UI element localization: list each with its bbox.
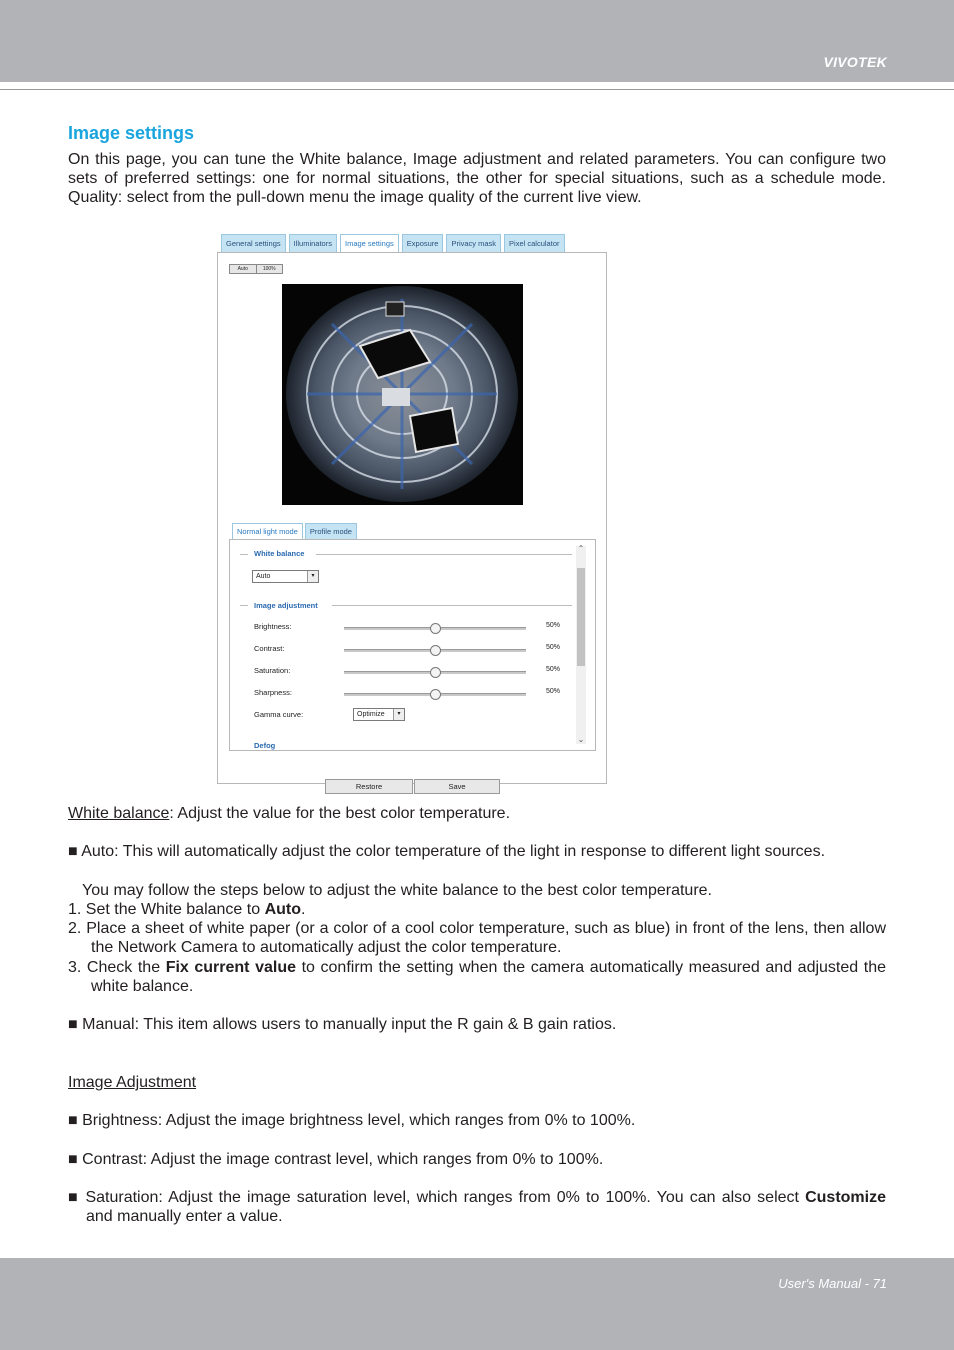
brightness-label: Brightness: <box>254 622 292 631</box>
saturation-value: 50% <box>546 666 561 673</box>
footer-bar <box>0 1258 954 1350</box>
saturation-bullet <box>68 1188 886 1226</box>
image-adjustment-heading: Image Adjustment <box>68 1074 197 1091</box>
manual-bullet: ■ Manual: This item allows users to manually input the R gain & B gain ratios. <box>68 1016 617 1033</box>
follow-steps-line: You may follow the steps below to adjust the white balance to the best color temperature. <box>82 882 712 899</box>
live-view-image <box>282 284 523 505</box>
contrast-slider[interactable] <box>344 649 526 652</box>
step-3-bold: Fix current value <box>165 959 297 976</box>
contrast-bullet: ■ Contrast: Adjust the image contrast level, which ranges from 0% to 100%. <box>68 1151 604 1168</box>
scroll-down-icon[interactable]: ⌄ <box>577 735 585 744</box>
mode-tabs <box>232 523 357 540</box>
contrast-value: 50% <box>546 644 561 651</box>
tab-image-settings[interactable]: Image settings <box>340 234 399 253</box>
chevron-down-icon: ▾ <box>393 709 404 720</box>
saturation-slider-knob[interactable] <box>430 667 441 678</box>
section-title: Image settings <box>68 123 195 143</box>
auto-bullet: ■ Auto: This will automatically adjust the color temperature of the light in response to different light sources. <box>68 843 826 860</box>
gamma-curve-value: Optimize <box>357 711 385 718</box>
settings-screenshot <box>217 234 607 791</box>
tab-exposure[interactable]: Exposure <box>402 234 444 253</box>
restore-button[interactable]: Restore <box>325 779 413 794</box>
sharpness-slider-knob[interactable] <box>430 689 441 700</box>
white-balance-legend: White balance <box>254 549 305 558</box>
step-1 <box>68 900 886 919</box>
contrast-slider-knob[interactable] <box>430 645 441 656</box>
header-bar <box>0 0 954 82</box>
white-balance-heading-rest: : Adjust the value for the best color temperature. <box>169 805 511 822</box>
brightness-value: 50% <box>546 622 561 629</box>
step-1-bold: Auto <box>264 901 301 918</box>
sharpness-slider[interactable] <box>344 693 526 696</box>
white-balance-value: Auto <box>256 573 271 580</box>
settings-panel <box>229 539 596 751</box>
saturation-slider[interactable] <box>344 671 526 674</box>
save-button[interactable]: Save <box>414 779 500 794</box>
header-divider <box>0 89 954 90</box>
image-adjustment-legend: Image adjustment <box>254 601 318 610</box>
white-balance-heading: White balance <box>68 805 170 822</box>
view-auto-option[interactable]: Auto <box>230 265 257 273</box>
panel-scrollbar[interactable] <box>576 546 586 744</box>
step-2: 2. Place a sheet of white paper (or a color of a cool color temperature, such as blue) in front of the lens, then allow the Network Camera to automatically adjust the color temperature. <box>68 920 886 956</box>
settings-tabs <box>221 234 565 252</box>
scroll-up-icon[interactable]: ⌃ <box>577 544 585 553</box>
brightness-bullet: ■ Brightness: Adjust the image brightness level, which ranges from 0% to 100%. <box>68 1112 636 1129</box>
brand-label: VIVOTEK <box>823 54 887 70</box>
tab-general-settings[interactable]: General settings <box>221 234 286 253</box>
step-3-end: to confirm the setting when the camera automatically measured and adjusted the white balance. <box>91 959 886 995</box>
saturation-end: and manually enter a value. <box>86 1208 283 1225</box>
legend-line <box>332 605 572 606</box>
page-number: User's Manual - 71 <box>778 1276 887 1291</box>
defog-legend: Defog <box>254 741 276 750</box>
step-3 <box>68 958 886 996</box>
white-balance-select[interactable] <box>252 570 319 583</box>
step-1-end: . <box>301 901 306 918</box>
legend-line <box>240 605 248 606</box>
tab-illuminators[interactable]: Illuminators <box>289 234 337 253</box>
saturation-label: Saturation: <box>254 666 291 675</box>
white-balance-intro <box>68 804 886 823</box>
legend-line <box>316 554 572 555</box>
tab-profile-mode[interactable]: Profile mode <box>305 523 357 540</box>
sharpness-label: Sharpness: <box>254 688 292 697</box>
step-1-text: 1. Set the White balance to <box>68 901 265 918</box>
scrollbar-thumb[interactable] <box>577 568 585 666</box>
brightness-slider[interactable] <box>344 627 526 630</box>
tab-privacy-mask[interactable]: Privacy mask <box>446 234 501 253</box>
saturation-text: ■ Saturation: Adjust the image saturation level, which ranges from 0% to 100%. You can also select <box>68 1189 806 1206</box>
saturation-bold: Customize <box>805 1189 886 1206</box>
intro-paragraph: On this page, you can tune the White balance, Image adjustment and related parameters. You can configure two sets of preferred settings: one for normal situations, the other for special situations, such as a schedule mode. Quality: select from the pull-down menu the image quality of the current live view. <box>68 151 886 206</box>
tab-pixel-calculator[interactable]: Pixel calculator <box>504 234 564 253</box>
sharpness-value: 50% <box>546 688 561 695</box>
step-3-text: 3. Check the <box>68 959 166 976</box>
contrast-label: Contrast: <box>254 644 285 653</box>
tab-normal-light-mode[interactable]: Normal light mode <box>232 523 303 540</box>
brightness-slider-knob[interactable] <box>430 623 441 634</box>
gamma-curve-label: Gamma curve: <box>254 710 304 719</box>
chevron-down-icon: ▾ <box>307 571 318 582</box>
legend-line <box>240 554 248 555</box>
gamma-curve-select[interactable] <box>353 708 405 721</box>
view-size-toggle[interactable] <box>229 264 283 274</box>
settings-frame <box>217 252 607 791</box>
view-100-option[interactable]: 100% <box>262 266 276 272</box>
